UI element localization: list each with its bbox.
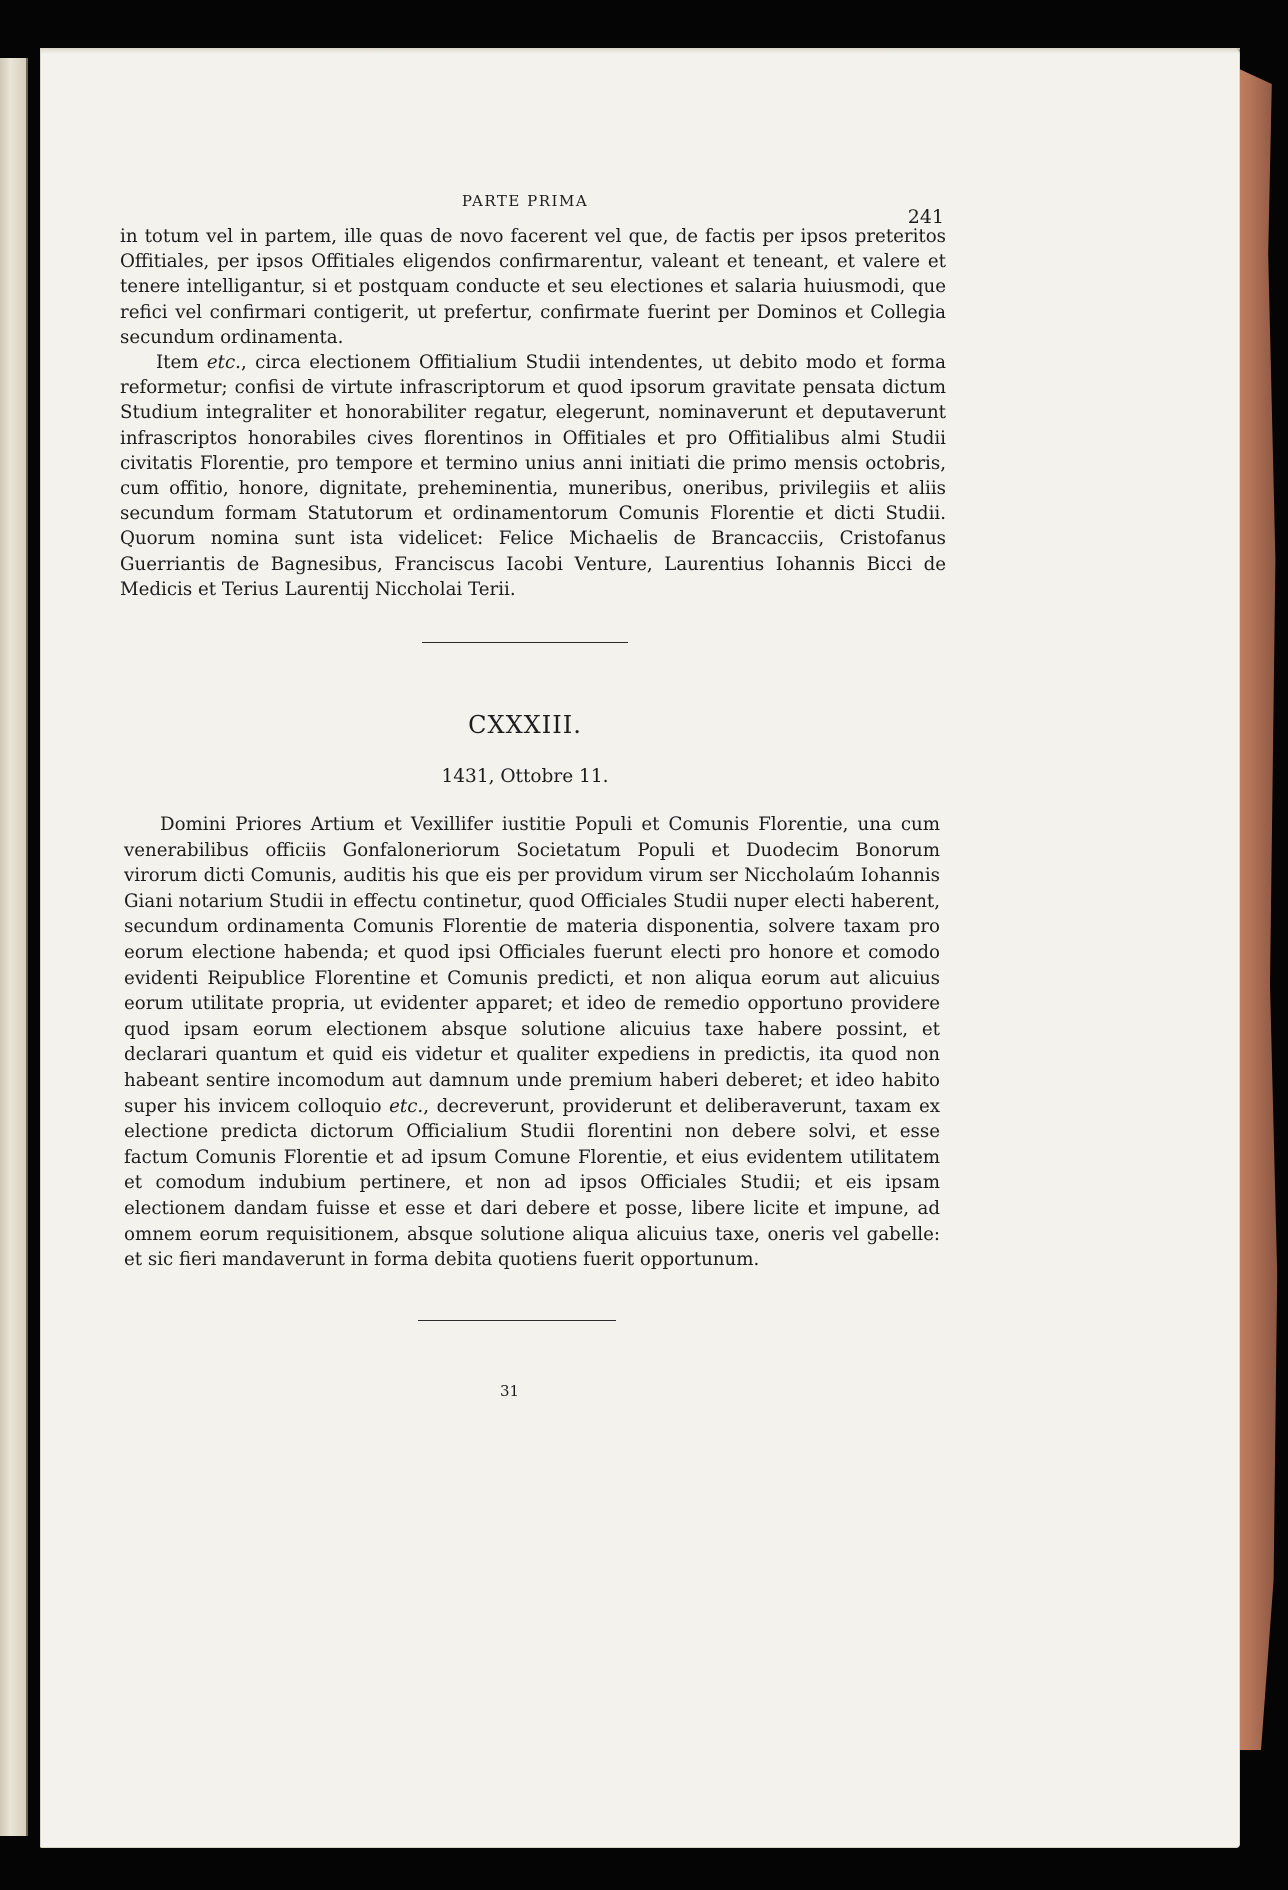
document-body-italic: etc.	[389, 1095, 424, 1117]
item-body: , circa electionem Offitialium Studii intendentes, ut debito modo et forma reformetur; confisi de virtute infrascriptorum et quod ipsorum gravitate pensata dictum Studium integraliter et honorabiliter regatur, elegerunt, nominaverunt et deputaverunt infrascriptos honorabiles cives florentinos in Offitiales et pro Offitialibus almi Studii civitatis Florentie, pro tempore et termino unius anni initiati die primo mensis octobris, cum offitio, honore, dignitate, preheminentia, muneribus, oneribus, privilegiis et aliis secundum formam Statutorum et ordinamentorum Comunis Florentie et dicti Studii. Quorum nomina sunt ista videlicet: Felice Michaelis de Brancacciis, Cristofanus Guerriantis de Bagnesibus, Franciscus Iacobi Venture, Laurentius Iohannis Bicci de Medicis et Terius Laurentij Niccholai Terii.	[120, 352, 946, 600]
opening-text	[120, 224, 946, 602]
facing-page-edge	[0, 58, 28, 1836]
signature-mark: 31	[500, 1382, 520, 1400]
document-number: CXXXIII.	[468, 711, 582, 739]
document-date: 1431, Ottobre 11.	[441, 766, 609, 787]
document-body-part-1: Domini Priores Artium et Vexillifer iustitie Populi et Comunis Florentie, una cum venerabilibus officiis Gonfaloneriorum Societatum Populi et Duodecim Bonorum virorum dicti Comunis, auditis his que eis per providum virum ser Niccholaúm Iohannis Giani notarium Studii in effectu continetur, quod Officiales Studii nuper electi haberent, secundum ordinamenta Comunis Florentie de materia disponentia, solvere taxam pro eorum electione habenda; et quod ipsi Officiales fuerunt electi pro honore et comodo evidenti Reipublice Florentine et Comunis predicti, et non aliqua eorum aut alicuius eorum utilitate propria, ut evidenter apparet; et ideo de remedio opportuno providere quod ipsam eorum electionem absque solutione alicuius taxe habere possint, et declarari quantum et quid eis videtur et qualiter expediens in predictis, ita quod non habeant sentire incomodum aut damnum unde premium haberi deberet; et ideo habito super his invicem colloquio	[124, 814, 940, 1117]
continuation-paragraph: in totum vel in partem, ille quas de novo facerent vel que, de factis per ipsos preteritos Offitiales, per ipsos Offitiales eligendos confirmarentur, valeant et teneant, et valere et tenere intelligantur, si et postquam conducte et seu electiones et salaria huiusmodi, que refici vel confirmari contigerit, ut prefertur, confirmate fuerint per Dominos et Collegia secundum ordinamenta.	[120, 226, 946, 348]
running-head	[110, 186, 944, 228]
item-paragraph	[120, 350, 946, 602]
item-lead: Item	[156, 352, 207, 374]
running-title: PARTE PRIMA	[461, 192, 589, 210]
item-lead-italic: etc.	[206, 352, 241, 374]
document-body	[124, 812, 940, 1273]
page-top-shadow	[40, 48, 1240, 54]
document-paragraph	[124, 812, 940, 1273]
document-body-part-2: , decreverunt, providerunt et deliberaverunt, taxam ex electione predicta dictorum Officialium Studii florentini non debere solvi, et esse factum Comunis Florentie et ad ipsum Comune Florentie, et eius evidentem utilitatem et comodum indubium pertinere, et non ad ipsos Officiales Studii; et eis ipsam electionem dandam fuisse et esse et dari debere et posse, libere licite et impune, ad omnem eorum requisitionem, absque solutione aliqua alicuius taxe, oneris vel gabelle: et sic fieri mandaverunt in forma debita quotiens fuerit opportunum.	[124, 1095, 940, 1271]
page-number: 241	[907, 206, 944, 228]
section-divider	[422, 642, 628, 643]
end-divider	[418, 1320, 616, 1321]
